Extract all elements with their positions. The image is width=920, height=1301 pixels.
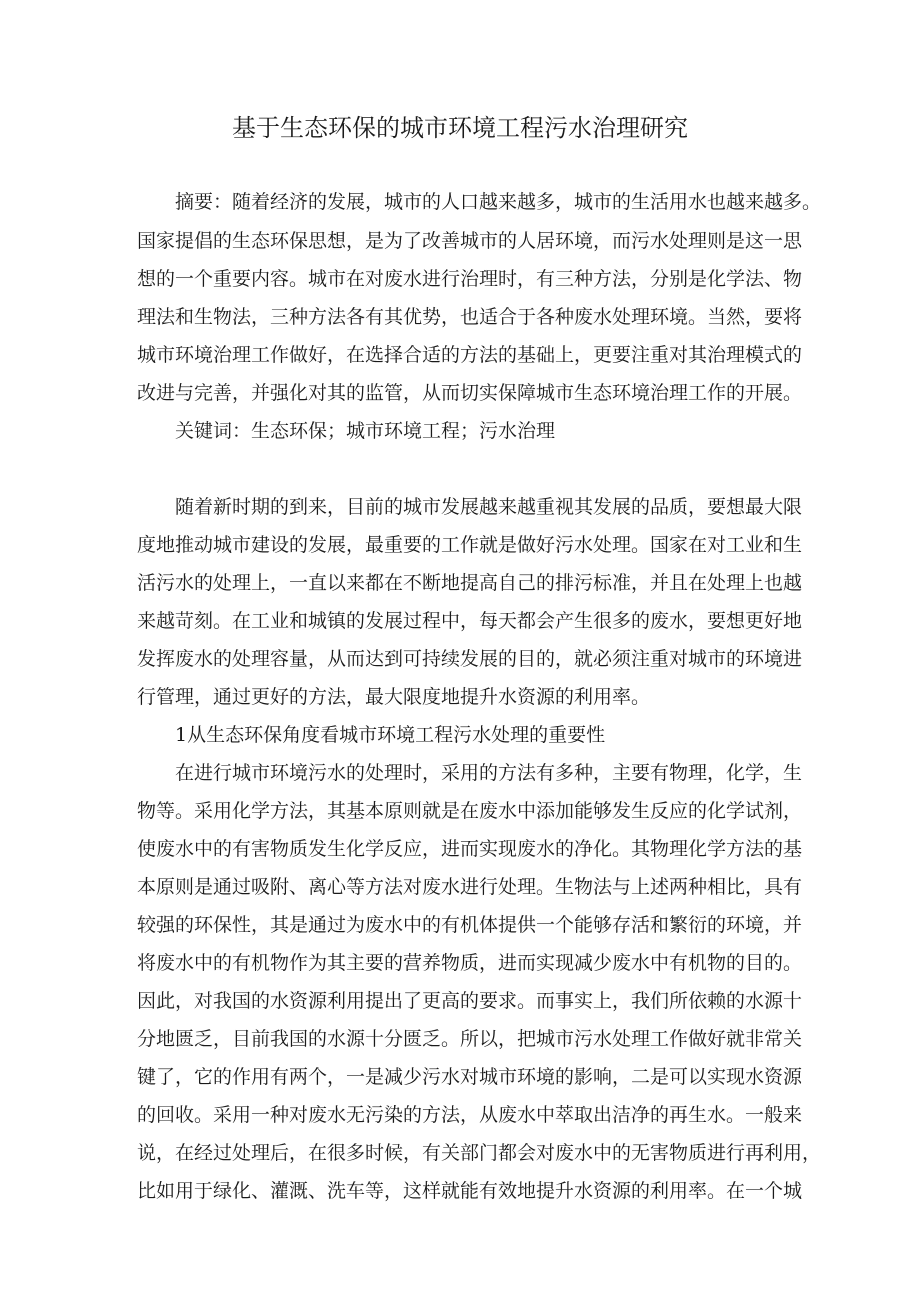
document-title: 基于生态环保的城市环境工程污水治理研究	[232, 114, 688, 142]
intro-line: 随着新时期的到来，目前的城市发展越来越重视其发展的品质，要想最大限	[175, 496, 803, 518]
section1-line: 较强的环保性，其是通过为废水中的有机体提供一个能够存活和繁衍的环境，并	[137, 914, 803, 936]
section1-line: 因此，对我国的水资源利用提出了更高的要求。而事实上，我们所依赖的水源十	[137, 990, 803, 1012]
keywords-line: 关键词：生态环保；城市环境工程；污水治理	[175, 420, 556, 442]
abstract-line: 城市环境治理工作做好，在选择合适的方法的基础上，更要注重对其治理模式的	[137, 344, 803, 366]
intro-line: 来越苛刻。在工业和城镇的发展过程中，每天都会产生很多的废水，要想更好地	[137, 610, 803, 632]
abstract-line: 理法和生物法，三种方法各有其优势，也适合于各种废水处理环境。当然，要将	[137, 306, 803, 328]
abstract-line: 想的一个重要内容。城市在对废水进行治理时，有三种方法，分别是化学法、物	[137, 268, 803, 290]
section1-line: 在进行城市环境污水的处理时，采用的方法有多种，主要有物理，化学，生	[175, 762, 803, 784]
abstract-line: 改进与完善，并强化对其的监管，从而切实保障城市生态环境治理工作的开展。	[137, 382, 803, 404]
section1-line: 将废水中的有机物作为其主要的营养物质，进而实现减少废水中有机物的目的。	[137, 952, 803, 974]
section1-line: 使废水中的有害物质发生化学反应，进而实现废水的净化。其物理化学方法的基	[137, 838, 803, 860]
section-heading: 1从生态环保角度看城市环境工程污水处理的重要性	[175, 724, 606, 746]
section1-line: 键了，它的作用有两个，一是减少污水对城市环境的影响，二是可以实现水资源	[137, 1066, 803, 1088]
section1-line: 物等。采用化学方法，其基本原则就是在废水中添加能够发生反应的化学试剂，	[137, 800, 803, 822]
section1-line: 分地匮乏，目前我国的水源十分匮乏。所以，把城市污水处理工作做好就非常关	[137, 1028, 803, 1050]
abstract-line: 国家提倡的生态环保思想，是为了改善城市的人居环境，而污水处理则是这一思	[137, 230, 803, 252]
section1-line: 本原则是通过吸附、离心等方法对废水进行处理。生物法与上述两种相比，具有	[137, 876, 803, 898]
section1-line: 的回收。采用一种对废水无污染的方法，从废水中萃取出洁净的再生水。一般来	[137, 1104, 803, 1126]
intro-line: 活污水的处理上，一直以来都在不断地提高自己的排污标准，并且在处理上也越	[137, 572, 803, 594]
section1-line: 说，在经过处理后，在很多时候，有关部门都会对废水中的无害物质进行再利用，	[137, 1142, 822, 1164]
intro-line: 度地推动城市建设的发展，最重要的工作就是做好污水处理。国家在对工业和生	[137, 534, 803, 556]
intro-line: 发挥废水的处理容量，从而达到可持续发展的目的，就必须注重对城市的环境进	[137, 648, 803, 670]
intro-line: 行管理，通过更好的方法，最大限度地提升水资源的利用率。	[137, 686, 651, 708]
section1-line: 比如用于绿化、灌溉、洗车等，这样就能有效地提升水资源的利用率。在一个城	[137, 1180, 803, 1202]
abstract-line: 摘要：随着经济的发展，城市的人口越来越多，城市的生活用水也越来越多。	[175, 191, 822, 213]
